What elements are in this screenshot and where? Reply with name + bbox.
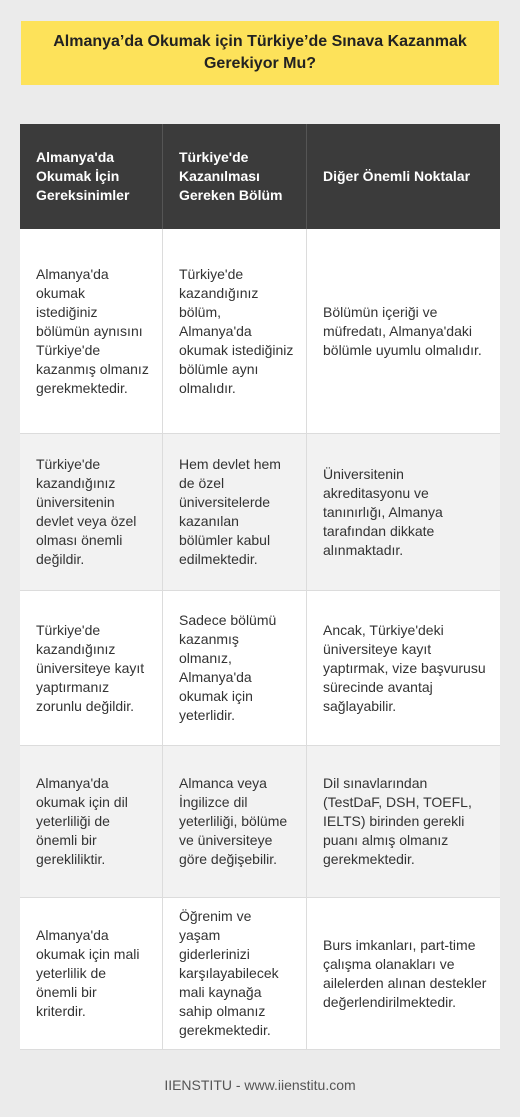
table-cell: Almanya'da okumak için dil yeterliliği de önemli bir gerekliliktir.: [20, 746, 163, 898]
table-cell: Bölümün içeriği ve müfredatı, Almanya'daki bölümle uyumlu olmalıdır.: [307, 229, 500, 434]
footer-credit: IIENSTITU - www.iienstitu.com: [164, 1077, 356, 1093]
table-cell: Burs imkanları, part-time çalışma olanakları ve ailelerden alınan destekler değerlendirilmektedir.: [307, 898, 500, 1050]
table-cell: Üniversitenin akreditasyonu ve tanınırlığı, Almanya tarafından dikkate alınmaktadır.: [307, 434, 500, 591]
header-required-department: Türkiye'de Kazanılması Gereken Bölüm: [163, 124, 307, 229]
header-requirements: Almanya'da Okumak İçin Gereksinimler: [20, 124, 163, 229]
page-title: [21, 21, 499, 85]
comparison-table-wrap: [20, 124, 500, 1050]
header-other-notes: Diğer Önemli Noktalar: [307, 124, 500, 229]
table-cell: Öğrenim ve yaşam giderlerinizi karşılayabilecek mali kaynağa sahip olmanız gerekmektedir.: [163, 898, 307, 1050]
table-row: [20, 591, 500, 746]
table-row: [20, 746, 500, 898]
table-cell: Hem devlet hem de özel üniversitelerde kazanılan bölümler kabul edilmektedir.: [163, 434, 307, 591]
table-cell: Sadece bölümü kazanmış olmanız, Almanya'da okumak için yeterlidir.: [163, 591, 307, 746]
table-row: [20, 898, 500, 1050]
table-row: [20, 434, 500, 591]
table-cell: Türkiye'de kazandığınız üniversitenin devlet veya özel olması önemli değildir.: [20, 434, 163, 591]
table-cell: Dil sınavlarından (TestDaF, DSH, TOEFL, IELTS) birinden gerekli puanı almış olmanız gerekmektedir.: [307, 746, 500, 898]
table-row: [20, 229, 500, 434]
table-cell: Almanca veya İngilizce dil yeterliliği, bölüme ve üniversiteye göre değişebilir.: [163, 746, 307, 898]
page-title-text: Almanya’da Okumak için Türkiye’de Sınava Kazanmak Gerekiyor Mu?: [53, 33, 467, 72]
table-cell: Türkiye'de kazandığınız üniversiteye kayıt yaptırmanız zorunlu değildir.: [20, 591, 163, 746]
table-cell: Almanya'da okumak istediğiniz bölümün aynısını Türkiye'de kazanmış olmanız gerekmektedir.: [20, 229, 163, 434]
table-cell: Almanya'da okumak için mali yeterlilik de önemli bir kriterdir.: [20, 898, 163, 1050]
table-header-row: [20, 124, 500, 229]
comparison-table: [20, 124, 500, 1050]
table-cell: Ancak, Türkiye'deki üniversiteye kayıt yaptırmak, vize başvurusu sürecinde avantaj sağlayabilir.: [307, 591, 500, 746]
table-cell: Türkiye'de kazandığınız bölüm, Almanya'da okumak istediğiniz bölümle aynı olmalıdır.: [163, 229, 307, 434]
